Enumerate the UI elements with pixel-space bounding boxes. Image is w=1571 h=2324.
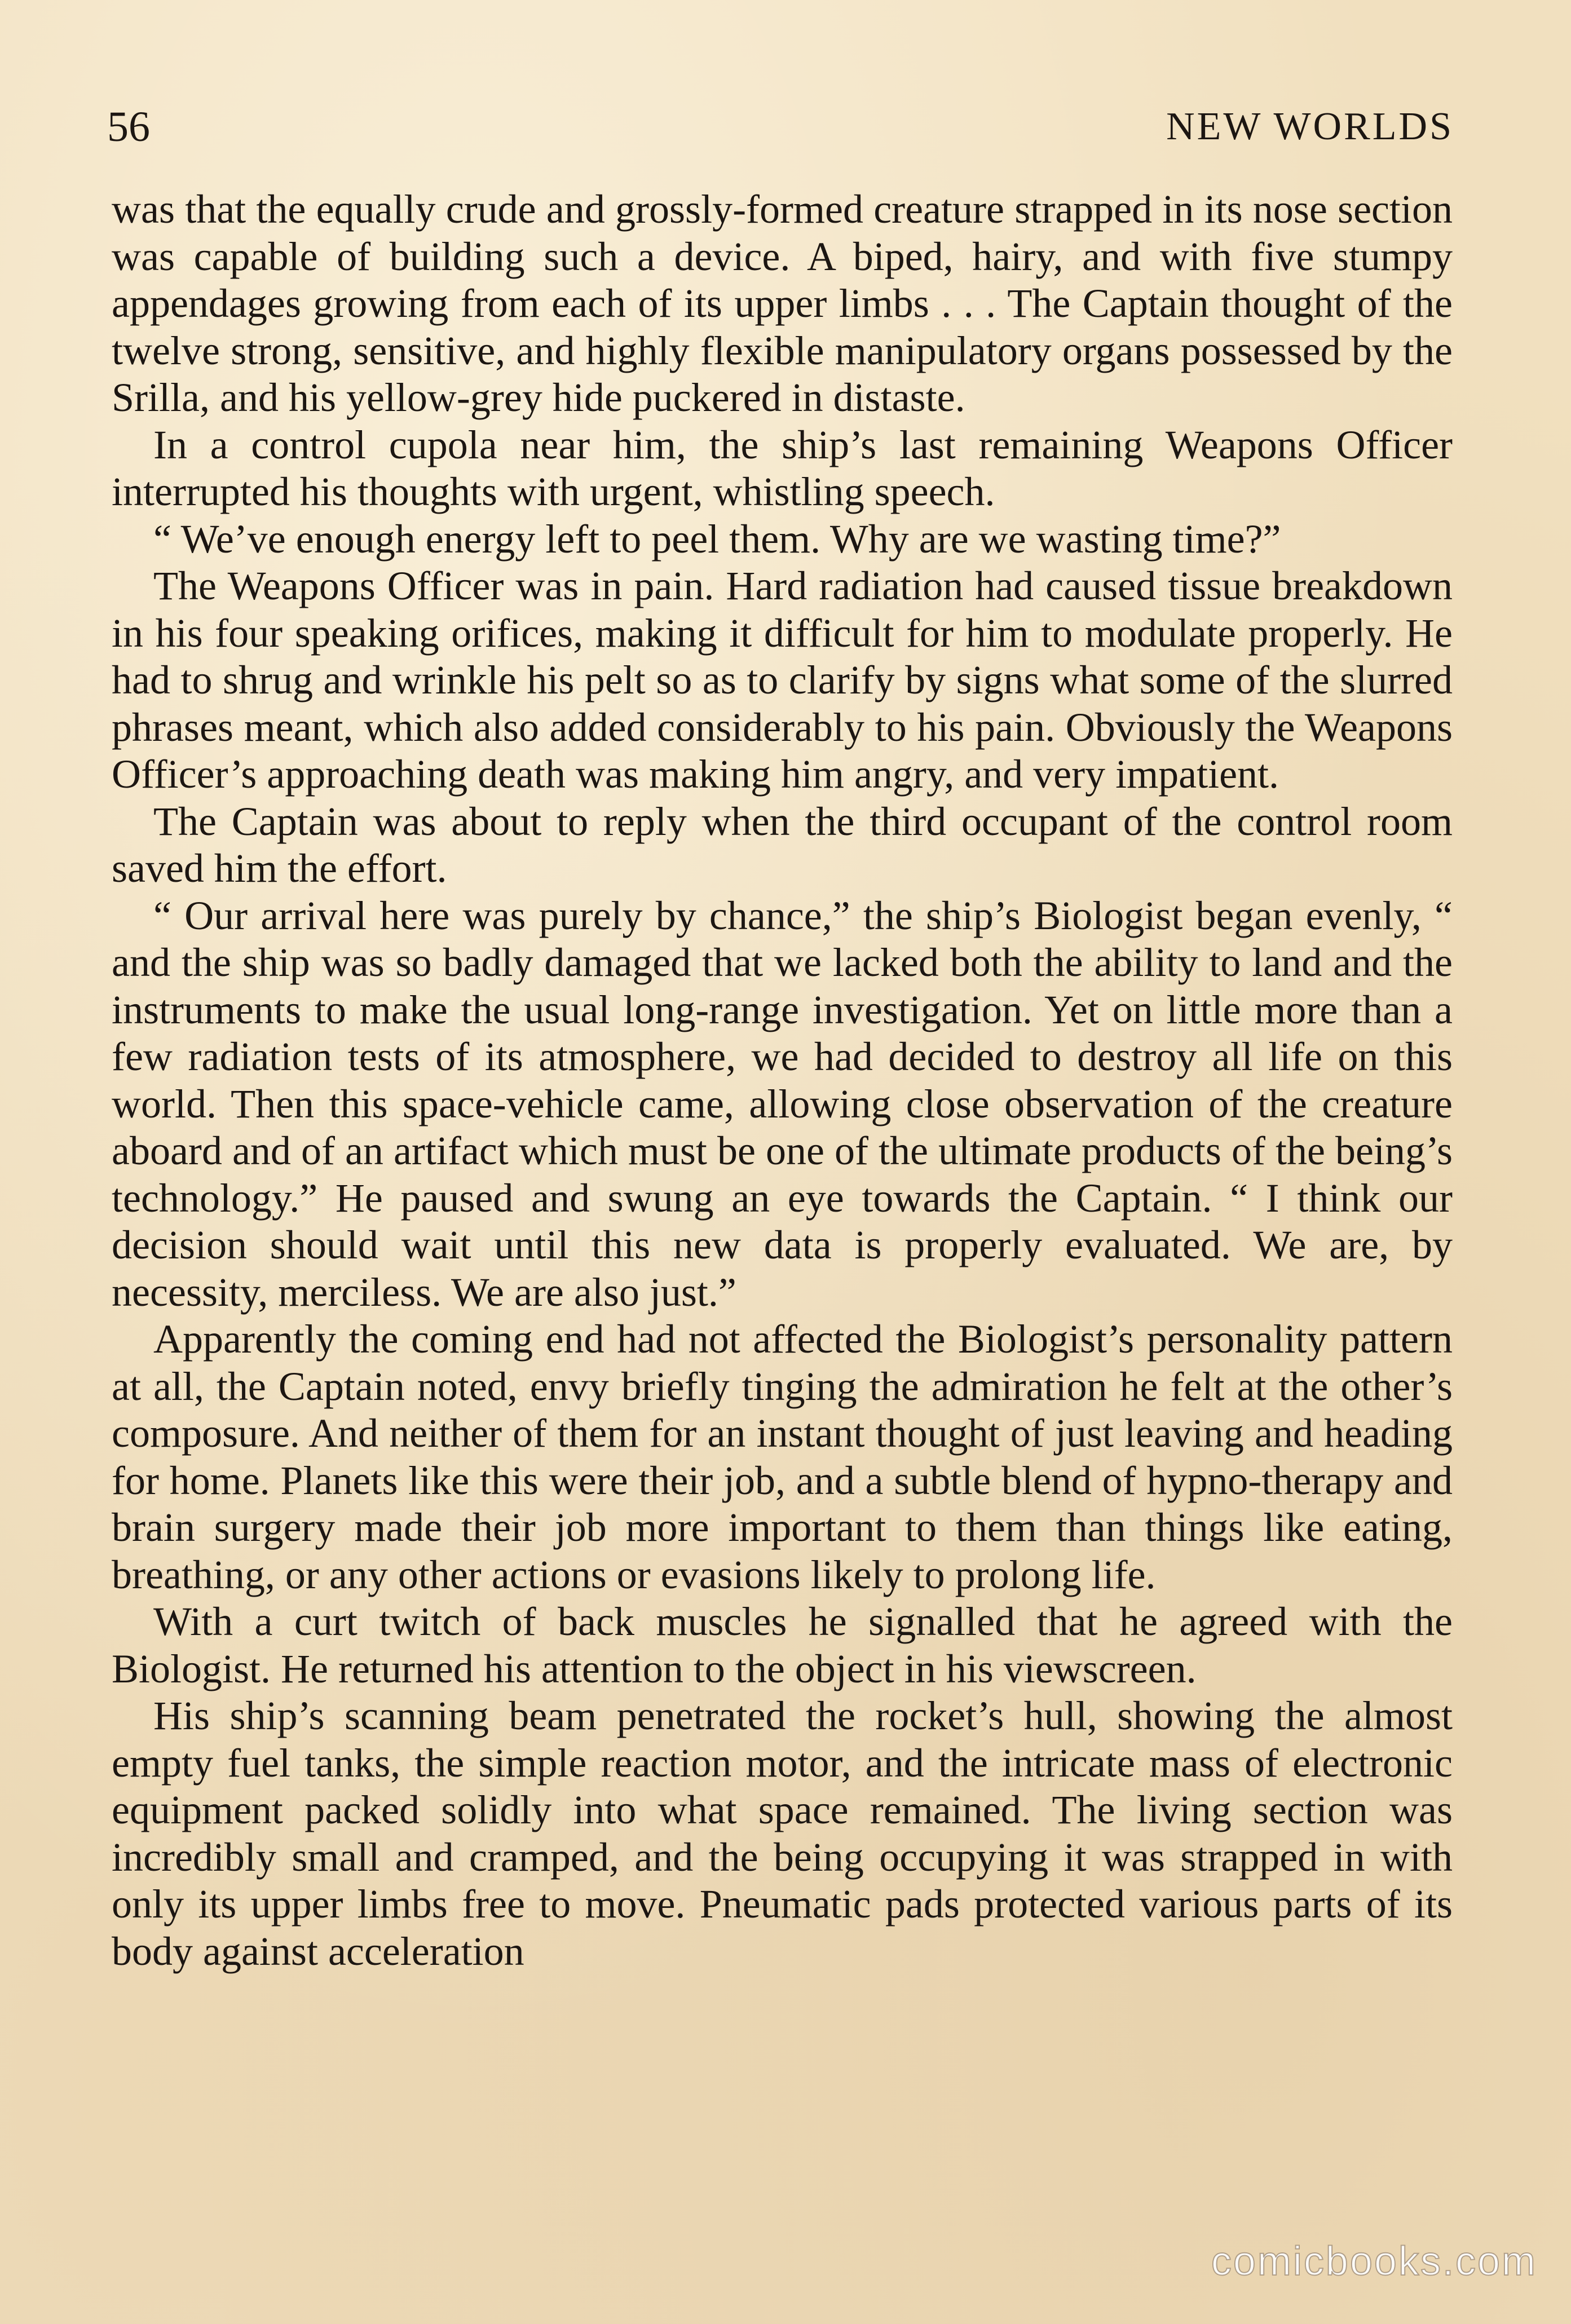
watermark: comicbooks.com	[1211, 2239, 1537, 2284]
paragraph-2: In a control cupola near him, the ship’s last remaining Weapons Officer interrupted his thoughts with urgent, whistling speech.	[112, 422, 1453, 514]
page-header	[107, 96, 1454, 158]
paragraph-1: was that the equally crude and grossly-formed creature strapped in its nose section was capable of building such a device. A biped, hairy, and with five stumpy appendages growing from each of its upper limbs . . . The Captain thought of the twelve strong, sensitive, and highly flexible manipulatory organs possessed by the Srilla, and his yellow-grey hide puckered in distaste.	[112, 187, 1453, 420]
running-title: NEW WORLDS	[1166, 105, 1454, 148]
paragraph-9: His ship’s scanning beam penetrated the rocket’s hull, showing the almost empty fuel tanks, the simple reaction motor, and the intricate mass of electronic equipment packed solidly into what space remained. The living section was incredibly small and cramped, and the being occupying it was strapped in with only its upper limbs free to move. Pneumatic pads protected various parts of its body against acceleration	[112, 1693, 1453, 1974]
paragraph-7: Apparently the coming end had not affected the Biologist’s personality pattern at all, the Captain noted, envy briefly tinging the admiration he felt at the other’s composure. And neither of them for an instant thought of just leaving and heading for home. Planets like this were their job, and a subtle blend of hypno-therapy and brain surgery made their job more important to them than things like eating, breathing, or any other actions or evasions likely to prolong life.	[112, 1316, 1453, 1597]
page-number: 56	[107, 103, 150, 151]
paragraph-8: With a curt twitch of back muscles he signalled that he agreed with the Biologist. He returned his attention to the object in his viewscreen.	[112, 1599, 1453, 1691]
paragraph-5: The Captain was about to reply when the third occupant of the control room saved him the effort.	[112, 798, 1453, 891]
story-text	[112, 186, 1453, 1975]
paragraph-6: “ Our arrival here was purely by chance,” the ship’s Biologist began evenly, “ and the ship was so badly damaged that we lacked both the ability to land and the instruments to make the usual long-range investigation. Yet on little more than a few radiation tests of its atmosphere, we had decided to destroy all life on this world. Then this space-vehicle came, allowing close observation of the creature aboard and of an artifact which must be one of the ultimate products of the being’s technology.” He paused and swung an eye towards the Captain. “ I think our decision should wait until this new data is properly evaluated. We are, by necessity, merciless. We are also just.”	[112, 893, 1453, 1315]
paragraph-3: “ We’ve enough energy left to peel them. Why are we wasting time?”	[153, 516, 1281, 562]
paragraph-4: The Weapons Officer was in pain. Hard radiation had caused tissue breakdown in his four speaking orifices, making it difficult for him to modulate properly. He had to shrug and wrinkle his pelt so as to clarify by signs what some of the slurred phrases meant, which also added considerably to his pain. Obviously the Weapons Officer’s approaching death was making him angry, and very impatient.	[112, 563, 1453, 797]
